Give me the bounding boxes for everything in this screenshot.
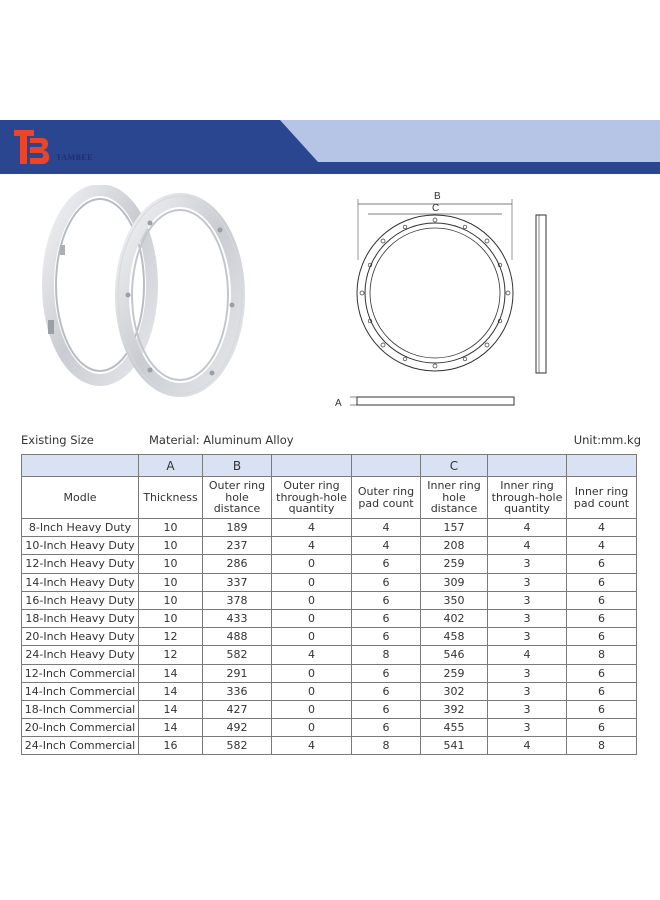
value-cell: 4 <box>488 519 567 537</box>
table-row <box>22 555 637 573</box>
letter-cell: B <box>203 455 272 477</box>
value-cell: 189 <box>203 519 272 537</box>
value-cell: 309 <box>421 573 488 591</box>
value-cell: 157 <box>421 519 488 537</box>
value-cell: 4 <box>272 737 352 755</box>
value-cell: 8 <box>567 646 637 664</box>
value-cell: 455 <box>421 719 488 737</box>
model-cell: 10-Inch Heavy Duty <box>22 537 139 555</box>
value-cell: 0 <box>272 664 352 682</box>
table-row <box>22 664 637 682</box>
table-row <box>22 537 637 555</box>
column-header: Inner ring hole distance <box>421 477 488 519</box>
value-cell: 3 <box>488 628 567 646</box>
value-cell: 259 <box>421 555 488 573</box>
value-cell: 546 <box>421 646 488 664</box>
value-cell: 14 <box>139 719 203 737</box>
value-cell: 14 <box>139 682 203 700</box>
column-header: Outer ring through-hole quantity <box>272 477 352 519</box>
column-header-row <box>22 477 637 519</box>
spec-table-body <box>22 519 637 755</box>
value-cell: 291 <box>203 664 272 682</box>
value-cell: 6 <box>352 700 421 718</box>
top-whitespace <box>0 0 660 120</box>
value-cell: 10 <box>139 609 203 627</box>
value-cell: 4 <box>488 537 567 555</box>
value-cell: 4 <box>272 519 352 537</box>
letter-cell <box>22 455 139 477</box>
model-cell: 8-Inch Heavy Duty <box>22 519 139 537</box>
column-header: Modle <box>22 477 139 519</box>
value-cell: 3 <box>488 609 567 627</box>
value-cell: 302 <box>421 682 488 700</box>
value-cell: 8 <box>567 737 637 755</box>
table-row <box>22 646 637 664</box>
value-cell: 0 <box>272 591 352 609</box>
unit-label: Unit:mm.kg <box>573 433 641 447</box>
table-row <box>22 737 637 755</box>
dimension-c-label: C <box>432 203 440 214</box>
letter-cell: C <box>421 455 488 477</box>
letter-cell: A <box>139 455 203 477</box>
model-cell: 12-Inch Heavy Duty <box>22 555 139 573</box>
value-cell: 10 <box>139 519 203 537</box>
value-cell: 6 <box>567 573 637 591</box>
value-cell: 427 <box>203 700 272 718</box>
table-row <box>22 719 637 737</box>
value-cell: 3 <box>488 719 567 737</box>
column-header: Inner ring through-hole quantity <box>488 477 567 519</box>
value-cell: 14 <box>139 664 203 682</box>
table-row <box>22 573 637 591</box>
model-cell: 12-Inch Commercial <box>22 664 139 682</box>
value-cell: 4 <box>488 646 567 664</box>
value-cell: 6 <box>567 682 637 700</box>
value-cell: 582 <box>203 737 272 755</box>
value-cell: 582 <box>203 646 272 664</box>
value-cell: 237 <box>203 537 272 555</box>
value-cell: 336 <box>203 682 272 700</box>
table-row <box>22 628 637 646</box>
value-cell: 6 <box>567 609 637 627</box>
value-cell: 3 <box>488 700 567 718</box>
model-cell: 18-Inch Heavy Duty <box>22 609 139 627</box>
letter-cell <box>567 455 637 477</box>
value-cell: 6 <box>352 682 421 700</box>
value-cell: 0 <box>272 719 352 737</box>
column-header: Outer ring hole distance <box>203 477 272 519</box>
value-cell: 6 <box>567 719 637 737</box>
value-cell: 0 <box>272 609 352 627</box>
value-cell: 6 <box>352 573 421 591</box>
dimension-b-label: B <box>434 191 441 202</box>
value-cell: 433 <box>203 609 272 627</box>
value-cell: 6 <box>567 591 637 609</box>
value-cell: 6 <box>352 664 421 682</box>
table-row <box>22 682 637 700</box>
model-cell: 24-Inch Commercial <box>22 737 139 755</box>
model-cell: 24-Inch Heavy Duty <box>22 646 139 664</box>
value-cell: 492 <box>203 719 272 737</box>
model-cell: 14-Inch Heavy Duty <box>22 573 139 591</box>
product-photo <box>40 185 250 404</box>
letter-cell <box>488 455 567 477</box>
column-header: Outer ring pad count <box>352 477 421 519</box>
value-cell: 8 <box>352 737 421 755</box>
table-row <box>22 609 637 627</box>
model-cell: 20-Inch Commercial <box>22 719 139 737</box>
existing-size-label: Existing Size <box>21 433 94 447</box>
column-header: Inner ring pad count <box>567 477 637 519</box>
value-cell: 259 <box>421 664 488 682</box>
spec-info-row <box>21 433 641 449</box>
value-cell: 14 <box>139 700 203 718</box>
value-cell: 4 <box>567 519 637 537</box>
value-cell: 6 <box>352 555 421 573</box>
value-cell: 4 <box>272 646 352 664</box>
model-cell: 20-Inch Heavy Duty <box>22 628 139 646</box>
value-cell: 10 <box>139 537 203 555</box>
value-cell: 4 <box>567 537 637 555</box>
value-cell: 0 <box>272 700 352 718</box>
value-cell: 286 <box>203 555 272 573</box>
value-cell: 3 <box>488 573 567 591</box>
letter-cell <box>352 455 421 477</box>
value-cell: 4 <box>272 537 352 555</box>
value-cell: 0 <box>272 682 352 700</box>
model-cell: 16-Inch Heavy Duty <box>22 591 139 609</box>
letter-cell <box>272 455 352 477</box>
table-row <box>22 519 637 537</box>
value-cell: 6 <box>352 719 421 737</box>
spec-table <box>21 454 637 755</box>
value-cell: 350 <box>421 591 488 609</box>
brand-name: TAMBEE <box>56 153 94 162</box>
value-cell: 3 <box>488 591 567 609</box>
table-row <box>22 591 637 609</box>
brand-banner <box>0 120 660 174</box>
value-cell: 6 <box>567 664 637 682</box>
value-cell: 4 <box>352 519 421 537</box>
tambee-logo <box>12 126 54 172</box>
value-cell: 16 <box>139 737 203 755</box>
value-cell: 8 <box>352 646 421 664</box>
value-cell: 10 <box>139 591 203 609</box>
value-cell: 541 <box>421 737 488 755</box>
model-cell: 14-Inch Commercial <box>22 682 139 700</box>
value-cell: 0 <box>272 628 352 646</box>
material-label: Material: Aluminum Alloy <box>149 433 294 447</box>
value-cell: 392 <box>421 700 488 718</box>
value-cell: 3 <box>488 555 567 573</box>
value-cell: 3 <box>488 682 567 700</box>
value-cell: 458 <box>421 628 488 646</box>
value-cell: 12 <box>139 646 203 664</box>
value-cell: 0 <box>272 573 352 591</box>
value-cell: 208 <box>421 537 488 555</box>
dimension-letter-row <box>22 455 637 477</box>
value-cell: 402 <box>421 609 488 627</box>
value-cell: 6 <box>352 609 421 627</box>
value-cell: 6 <box>352 591 421 609</box>
value-cell: 6 <box>567 555 637 573</box>
value-cell: 12 <box>139 628 203 646</box>
column-header: Thickness <box>139 477 203 519</box>
value-cell: 3 <box>488 664 567 682</box>
value-cell: 378 <box>203 591 272 609</box>
table-row <box>22 700 637 718</box>
dimension-a-label: A <box>335 398 342 409</box>
value-cell: 10 <box>139 573 203 591</box>
model-cell: 18-Inch Commercial <box>22 700 139 718</box>
technical-drawing <box>330 185 560 419</box>
value-cell: 6 <box>567 628 637 646</box>
value-cell: 337 <box>203 573 272 591</box>
value-cell: 4 <box>352 537 421 555</box>
value-cell: 10 <box>139 555 203 573</box>
value-cell: 6 <box>352 628 421 646</box>
value-cell: 0 <box>272 555 352 573</box>
value-cell: 6 <box>567 700 637 718</box>
value-cell: 488 <box>203 628 272 646</box>
value-cell: 4 <box>488 737 567 755</box>
